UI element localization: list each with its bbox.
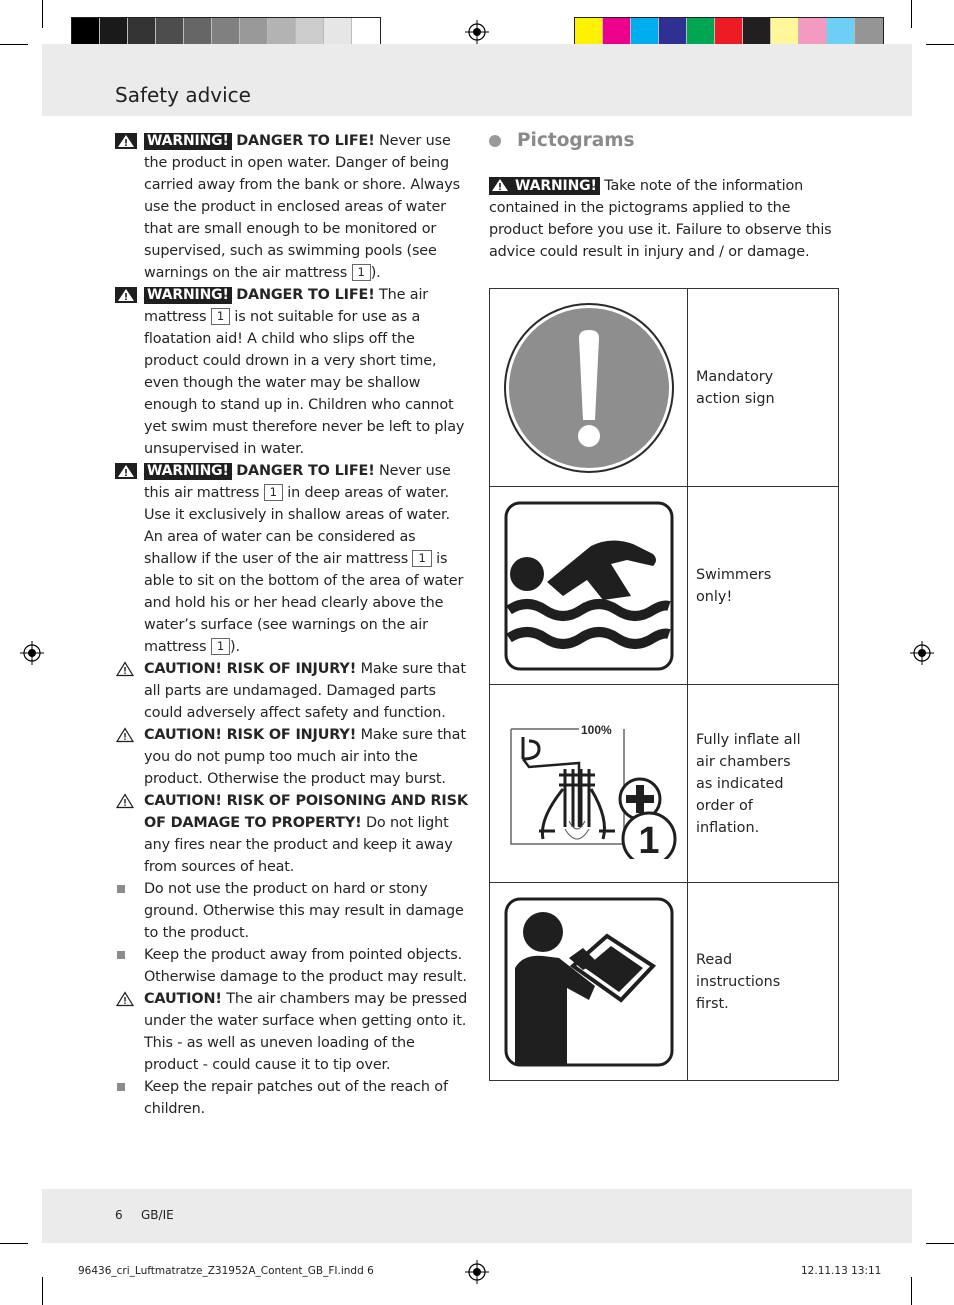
danger-label: DANGER TO LIFE! bbox=[236, 133, 375, 149]
bullet-square-icon bbox=[117, 1083, 125, 1091]
item-text: The air chambers may be pressed under the water surface when getting onto it. This - as well as uneven loading of the product - could cause it to tip over. bbox=[144, 991, 468, 1073]
caution-label: CAUTION! bbox=[144, 991, 222, 1007]
warning-badge: WARNING! bbox=[144, 133, 232, 150]
crop-mark bbox=[911, 0, 912, 28]
color-swatch bbox=[631, 18, 659, 46]
color-swatch bbox=[268, 18, 296, 46]
table-row bbox=[490, 883, 839, 1081]
pictogram-description: Fully inflate all air chambers as indicated order of inflation. bbox=[688, 685, 839, 883]
color-swatch bbox=[743, 18, 771, 46]
page-title: Safety advice bbox=[115, 83, 251, 107]
color-swatch bbox=[240, 18, 268, 46]
caution-label: CAUTION! RISK OF INJURY! bbox=[144, 661, 357, 677]
safety-advice-list bbox=[115, 130, 471, 1120]
ref-number: 1 bbox=[211, 638, 230, 655]
bullet-dot-icon bbox=[489, 135, 501, 147]
grey-calibration-bar bbox=[71, 17, 381, 47]
pictogram-cell bbox=[490, 487, 688, 685]
color-swatch bbox=[212, 18, 240, 46]
item-text: Keep the product away from pointed objects. Otherwise damage to the product may result. bbox=[144, 947, 467, 985]
color-swatch bbox=[575, 18, 603, 46]
swimmer-icon bbox=[503, 500, 675, 672]
danger-label: DANGER TO LIFE! bbox=[236, 463, 375, 479]
color-swatch bbox=[156, 18, 184, 46]
gauge-label: 100% bbox=[580, 722, 612, 737]
intro-text: Take note of the information contained in the pictograms applied to the product before you use it. Failure to observe this advice could result in injury and / or damage. bbox=[489, 178, 832, 260]
item-text: The air mattress bbox=[144, 287, 429, 325]
locale-label: GB/IE bbox=[141, 1208, 174, 1222]
item-text: ). bbox=[229, 639, 240, 655]
color-swatch bbox=[771, 18, 799, 46]
item-text: Do not light any fires near the product and keep it away from sources of heat. bbox=[144, 815, 453, 875]
pictogram-description: Read instructions first. bbox=[688, 883, 839, 1081]
crop-mark bbox=[0, 1243, 28, 1244]
read-instructions-icon bbox=[503, 896, 675, 1068]
order-number-label: 1 bbox=[637, 819, 660, 859]
list-item bbox=[115, 658, 471, 724]
color-swatch bbox=[184, 18, 212, 46]
color-swatch bbox=[855, 18, 883, 46]
item-text: Keep the repair patches out of the reach of children. bbox=[144, 1079, 448, 1117]
item-text: Never use this air mattress bbox=[144, 463, 451, 501]
list-item bbox=[115, 284, 471, 460]
caution-label: CAUTION! RISK OF INJURY! bbox=[144, 727, 357, 743]
color-swatch bbox=[100, 18, 128, 46]
pictogram-description: Swimmers only! bbox=[688, 487, 839, 685]
pictogram-description: Mandatory action sign bbox=[688, 289, 839, 487]
list-item bbox=[115, 130, 471, 284]
slug-date: 12.11.13 13:11 bbox=[801, 1265, 882, 1277]
list-item bbox=[115, 790, 471, 878]
registration-mark-icon bbox=[465, 1260, 489, 1284]
registration-mark-icon bbox=[465, 20, 489, 44]
list-item bbox=[115, 724, 471, 790]
color-swatch bbox=[659, 18, 687, 46]
warning-badge-label: WARNING! bbox=[515, 178, 597, 194]
pictogram-cell bbox=[490, 289, 688, 487]
section-title: Pictograms bbox=[517, 130, 635, 151]
danger-label: DANGER TO LIFE! bbox=[236, 287, 375, 303]
crop-mark bbox=[42, 1277, 43, 1305]
warning-triangle-icon bbox=[489, 177, 511, 193]
bullet-square-icon bbox=[117, 951, 125, 959]
color-swatch bbox=[603, 18, 631, 46]
color-swatch bbox=[799, 18, 827, 46]
list-item bbox=[115, 460, 471, 658]
registration-mark-icon bbox=[910, 641, 934, 665]
item-text: Do not use the product on hard or stony ground. Otherwise this may result in damage to the product. bbox=[144, 881, 464, 941]
color-swatch bbox=[352, 18, 380, 46]
warning-badge: WARNING! bbox=[144, 287, 232, 304]
table-row bbox=[490, 487, 839, 685]
ref-number: 1 bbox=[352, 264, 371, 281]
list-item bbox=[115, 944, 471, 988]
ref-number: 1 bbox=[211, 308, 230, 325]
list-item bbox=[115, 878, 471, 944]
pictogram-table bbox=[489, 288, 839, 1081]
caution-triangle-icon bbox=[115, 661, 137, 677]
crop-mark bbox=[926, 44, 954, 45]
item-text: is able to sit on the bottom of the area of water and hold his or her head clearly above the water’s surface (see warnings on the air mattress bbox=[144, 551, 464, 655]
warning-triangle-icon bbox=[115, 463, 137, 479]
table-row bbox=[490, 685, 839, 883]
page-number: 6 bbox=[115, 1208, 123, 1222]
bullet-square-icon bbox=[117, 885, 125, 893]
slug-filename: 96436_cri_Luftmatratze_Z31952A_Content_GB_FI.indd 6 bbox=[78, 1265, 374, 1277]
color-swatch bbox=[687, 18, 715, 46]
caution-triangle-icon bbox=[115, 991, 137, 1007]
list-item bbox=[115, 1076, 471, 1120]
color-swatch bbox=[72, 18, 100, 46]
crop-mark bbox=[911, 1277, 912, 1305]
caution-label: CAUTION! RISK OF POISONING AND RISK OF DAMAGE TO PROPERTY! bbox=[144, 793, 468, 831]
ref-number: 1 bbox=[264, 484, 283, 501]
ref-number: 1 bbox=[412, 550, 431, 567]
color-swatch bbox=[827, 18, 855, 46]
item-text: ). bbox=[370, 265, 381, 281]
item-text: is not suitable for use as a floatation aid! A child who slips off the product could drown in a very short time, even though the water may be shallow enough to stand up in. Children who cannot yet swim must therefore never be left to play unsupervised in water. bbox=[144, 309, 465, 457]
pictogram-cell bbox=[490, 685, 688, 883]
color-swatch bbox=[324, 18, 352, 46]
item-text: Make sure that you do not pump too much air into the product. Otherwise the product may burst. bbox=[144, 727, 466, 787]
crop-mark bbox=[0, 44, 28, 45]
color-swatch bbox=[715, 18, 743, 46]
table-row bbox=[490, 289, 839, 487]
crop-mark bbox=[42, 0, 43, 28]
caution-triangle-icon bbox=[115, 793, 137, 809]
pictogram-cell bbox=[490, 883, 688, 1081]
list-item bbox=[115, 988, 471, 1076]
warning-badge bbox=[489, 177, 600, 195]
item-text: in deep areas of water. Use it exclusively in shallow areas of water. An area of water can be considered as shallow if the user of the air mattress bbox=[144, 485, 450, 567]
warning-badge: WARNING! bbox=[144, 463, 232, 480]
pictograms-heading bbox=[489, 130, 635, 151]
item-text: Make sure that all parts are undamaged. Damaged parts could adversely affect safety and function. bbox=[144, 661, 466, 721]
warning-triangle-icon bbox=[115, 133, 137, 149]
color-swatch bbox=[296, 18, 324, 46]
pictograms-intro bbox=[489, 175, 845, 263]
inflate-chambers-icon bbox=[499, 709, 679, 859]
registration-mark-icon bbox=[20, 641, 44, 665]
crop-mark bbox=[926, 1243, 954, 1244]
color-swatch bbox=[128, 18, 156, 46]
item-text: Never use the product in open water. Danger of being carried away from the bank or shore. Always use the product in enclosed areas of water that are small enough to be monitored or supervised, such as swimming pools (see warnings on the air mattress bbox=[144, 133, 460, 281]
caution-triangle-icon bbox=[115, 727, 137, 743]
color-calibration-bar bbox=[574, 17, 884, 47]
mandatory-action-icon bbox=[503, 302, 675, 474]
warning-triangle-icon bbox=[115, 287, 137, 303]
